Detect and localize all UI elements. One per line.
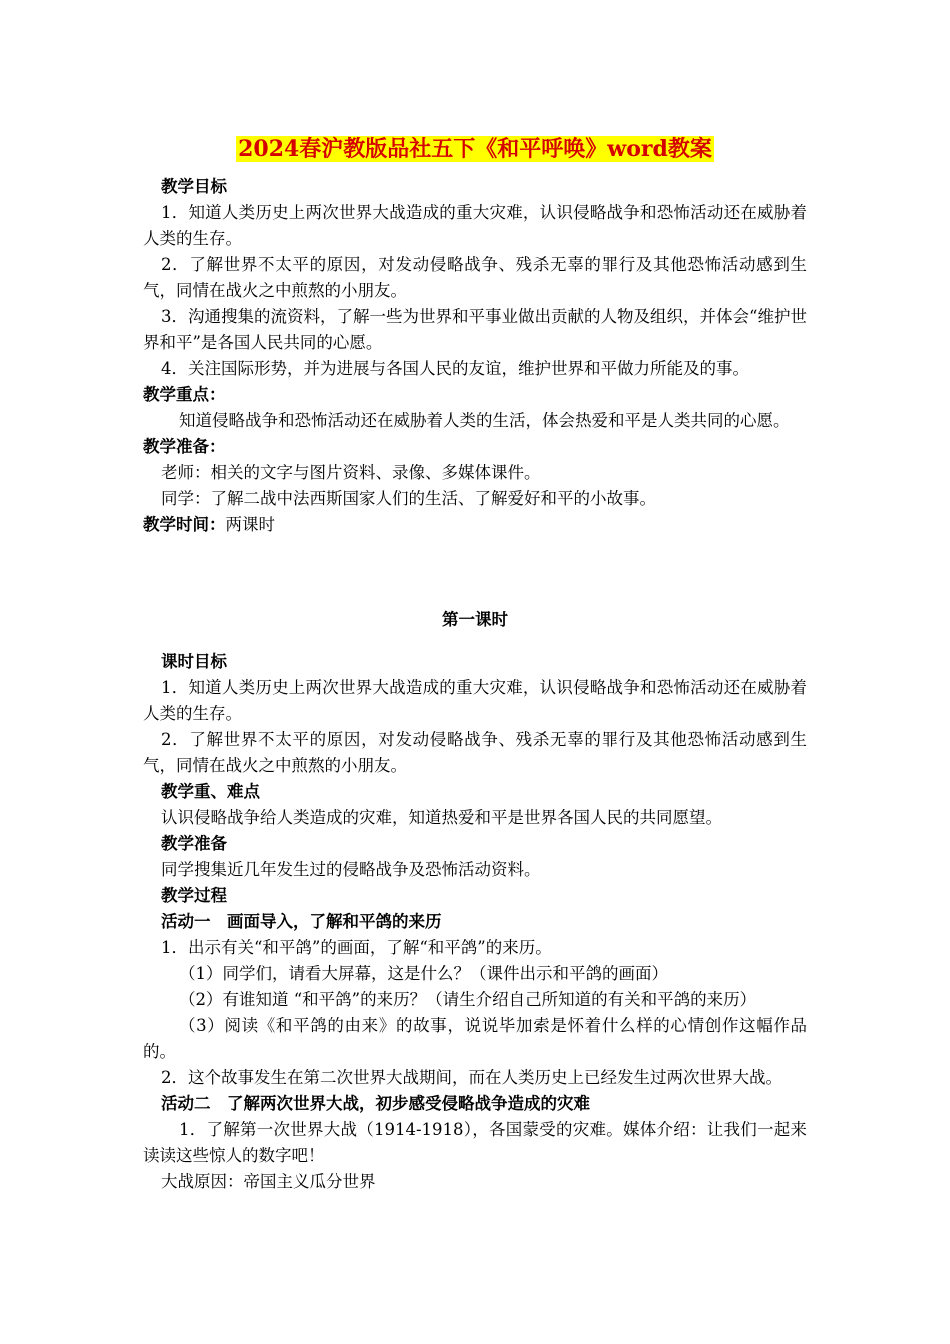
goal-item: 4．关注国际形势，并为进展与各国人民的友谊，维护世界和平做力所能及的事。 [161,359,749,378]
activity-item: 2．这个故事发生在第二次世界大战期间，而在人类历史上已经发生过两次世界大战。 [161,1068,782,1087]
activity-two-heading: 活动二 了解两次世界大战，初步感受侵略战争造成的灾难 [161,1094,590,1113]
lesson-goals-heading: 课时目标 [161,652,227,671]
spacer [143,538,807,590]
goal-item: 1．知道人类历史上两次世界大战造成的重大灾难，认识侵略战争和恐怖活动还在威胁着人类的生存。 [143,203,807,248]
goal-item: 2．了解世界不太平的原因，对发动侵略战争、残杀无辜的罪行及其他恐怖活动感到生气，同情在战火之中煎熬的小朋友。 [143,255,807,300]
activity-item: （3）阅读《和平鸽的由来》的故事，说说毕加索是怀着什么样的心情创作这幅作品的。 [143,1016,807,1061]
lesson-goal-item: 2．了解世界不太平的原因，对发动侵略战争、残杀无辜的罪行及其他恐怖活动感到生气，同情在战火之中煎熬的小朋友。 [143,730,807,775]
preparation-heading: 教学准备： [143,437,226,456]
teaching-time-label: 教学时间： [143,515,226,534]
document-body [143,174,807,1195]
activity-item: （2）有谁知道 “和平鸽”的来历？（请生介绍自己所知道的有关和平鸽的来历） [179,990,757,1009]
key-points-text: 知道侵略战争和恐怖活动还在威胁着人类的生活，体会热爱和平是人类共同的心愿。 [179,411,790,430]
document-title: 2024春沪教版品社五下《和平呼唤》word教案 [238,136,712,162]
activity-one-heading: 活动一 画面导入，了解和平鸽的来历 [161,912,442,931]
activity-item: （1）同学们，请看大屏幕，这是什么？（课件出示和平鸽的画面） [179,964,668,983]
teaching-goals-heading: 教学目标 [161,177,227,196]
lesson-prep-text: 同学搜集近几年发生过的侵略战争及恐怖活动资料。 [161,860,541,879]
lesson-key-text: 认识侵略战争给人类造成的灾难，知道热爱和平是世界各国人民的共同愿望。 [161,808,722,827]
teaching-time-value: 两课时 [225,515,275,534]
lesson-prep-heading: 教学准备 [161,834,227,853]
activity-item: 大战原因：帝国主义瓜分世界 [161,1172,376,1191]
process-heading: 教学过程 [161,886,227,905]
teaching-time [143,512,807,538]
lesson-heading: 第一课时 [442,609,508,629]
activity-item: 1．出示有关“和平鸽”的画面，了解“和平鸽”的来历。 [161,938,552,957]
lesson-key-heading: 教学重、难点 [161,782,260,801]
key-points-heading: 教学重点： [143,385,226,404]
prep-student: 同学：了解二战中法西斯国家人们的生活、了解爱好和平的小故事。 [161,489,656,508]
lesson-goal-item: 1．知道人类历史上两次世界大战造成的重大灾难，认识侵略战争和恐怖活动还在威胁着人类的生存。 [143,678,807,723]
goal-item: 3．沟通搜集的流资料，了解一些为世界和平事业做出贡献的人物及组织，并体会“维护世界和平”是各国人民共同的心愿。 [143,307,807,352]
prep-teacher: 老师：相关的文字与图片资料、录像、多媒体课件。 [161,463,541,482]
activity-item: 1．了解第一次世界大战（1914-1918），各国蒙受的灾难。媒体介绍：让我们一起来读读这些惊人的数字吧！ [143,1120,807,1165]
